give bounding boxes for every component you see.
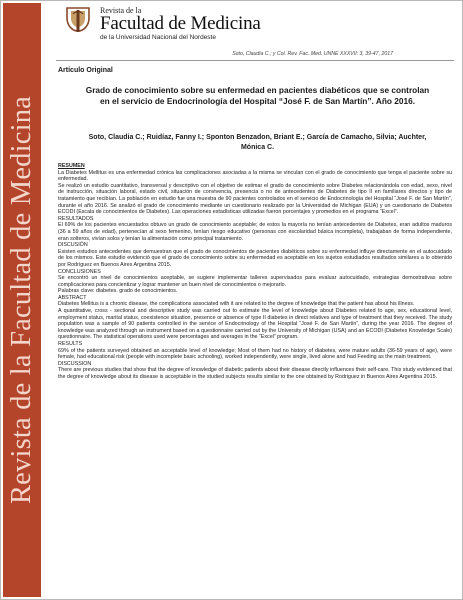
section-label: Artículo Original	[58, 67, 113, 74]
university-logo-icon	[64, 6, 92, 36]
body-paragraph: DISCUSSION	[58, 360, 92, 367]
header-divider	[56, 60, 454, 61]
body-paragraph: DISCUSIÓN	[58, 242, 88, 249]
journal-prefix: Revista de la	[100, 6, 142, 15]
section-heading: RESUMEN	[58, 163, 85, 169]
sidebar-title: Revista de la Facultad de Medicina	[6, 95, 37, 505]
body-paragraph: 69% of the patients surveyed obtained an acceptable level of knowledge; Most of them had no history of diabetes, were mature adults (36-59 years of age), were female, had educational risk (people with incomplete basic schooling), worked independently, were single, lived alone and had Feeding as the main treatment.	[58, 347, 452, 361]
article-authors: Soto, Claudia C.; Ruidíaz, Fanny I.; Sponton Benzadon, Briant E.; García de Camacho, Silvia; Auchter, Mónica C.	[88, 134, 427, 151]
journal-name: Facultad de Medicina	[100, 13, 261, 34]
university-name: de la Universidad Nacional del Nordeste	[100, 34, 216, 41]
body-paragraph: ABSTRACT	[58, 294, 87, 301]
body-paragraph: Palabras clave: diabetes. grado de conocimientos.	[58, 288, 178, 295]
body-paragraph: There are previous studies that show that the degree of knowledge of diabetic patients about their disease directly influences their self-care. This study evidenced that the degree of knowledge about its disease is acceptable in the studied subjects results similar to the one obtained by Rodriguez in Buenos Aires Argentina 2015.	[58, 367, 452, 380]
article-body	[58, 163, 452, 381]
journal-sidebar	[3, 3, 41, 597]
body-paragraph: Existen estudios antecedentes que demuestran que el grado de conocimientos de pacientes diabéticos sobre su enfermedad influye directamente en el autocuidado de los mismos. Este estudio evidenció que el grado de conocimiento sobre su enfermedad es aceptable en los sujetos estudiados resultados similares a lo obtenido por Rodríguez en Buenos Aires Argentina 2015.	[58, 248, 452, 268]
body-paragraph: A quantitative, cross - sectional and descriptive study was carried out to estimate the level of knowledge about Diabetes related to age, sex, educational level, employment status, marital status, coexistence situation, presence or absence of type II diabetes in direct relatives and type of treatment that they received. The study population was a sample of 90 patients controlled in the service of Endocrinology of the Hospital “José F. de San Martín”, during the year 2016. The degree of knowledge was analyzed through an instrument based on a questionnaire carried out by the University of Michigan (USA) and an ECODI (Diabetes Knowledge Scale) questionnaire. The statistical operations used were percentages and averages in the “Excel” program.	[58, 308, 452, 341]
body-paragraph: RESULTS	[58, 341, 83, 348]
body-paragraph: El 69% de los pacientes encuestados obtuvo un grado de conocimiento aceptable; de estos la mayoría no tenían antecedentes de Diabetes, eran adultos maduros (36 a 59 años de edad), pertenecían al sexo femenino, tenían riesgo educativo (personas con escolaridad básica incompleta), trabajaban de forma independiente, eran solteros, vivían solos y tenían la alimentación como principal tratamiento.	[58, 222, 452, 242]
journal-header	[56, 4, 456, 42]
citation-line: Soto, Claudia C.; y Col. Rev. Fac. Med. UNNE XXXVII: 3, 39-47, 2017	[232, 51, 393, 57]
body-paragraph: Se realizó un estudio cuantitativo, transversal y descriptivo con el objetivo de estimar el grado de conocimiento sobre Diabetes relacionándola con edad, sexo, nivel de instrucción, situación laboral, estado civil, situación de convivencia, presencia o no de antecedentes de Diabetes de tipo II en familiares directos y tipo de tratamiento que recibían. La población en estudio fue una muestra de 90 pacientes controlados en el servicio de Endocrinología del Hospital “José F. de San Martín”, durante el año 2016. Se analizó el grado de conocimiento mediante un cuestionario realizado por la Universidad de Michigan (EUA) y un cuestionario de Diabetes ECODI (Escala de conocimientos de Diabetes). Las operaciones estadísticas utilizadas fueron porcentajes y promedios en el programa “Excel”.	[58, 182, 452, 216]
body-paragraph: Diabetes Mellitus is a chronic disease, the complications associated with it are related to the degree of knowledge that the patient has about his illness.	[58, 301, 415, 308]
body-paragraph: RESULTADOS	[58, 215, 94, 222]
body-paragraph: Se encontró un nivel de conocimientos aceptable, se sugiere implementar talleres supervisados para evaluar autocuidado, estrategias demostrativas sobre complicaciones para concientizar y lograr mantener un buen nivel de conocimientos o mejorarlo.	[58, 275, 452, 288]
article-title: Grado de conocimiento sobre su enfermedad en pacientes diabéticos que se controlan en el servicio de Endocrinología del Hospital “José F. de San Martín”. Año 2016.	[85, 85, 430, 107]
body-paragraph: CONCLUSIONES	[58, 268, 101, 275]
body-paragraph: La Diabetes Mellitus es una enfermedad crónica las complicaciones asociadas a la misma se vinculan con el grado de conocimiento que tenga el paciente sobre su enfermedad.	[58, 169, 452, 183]
